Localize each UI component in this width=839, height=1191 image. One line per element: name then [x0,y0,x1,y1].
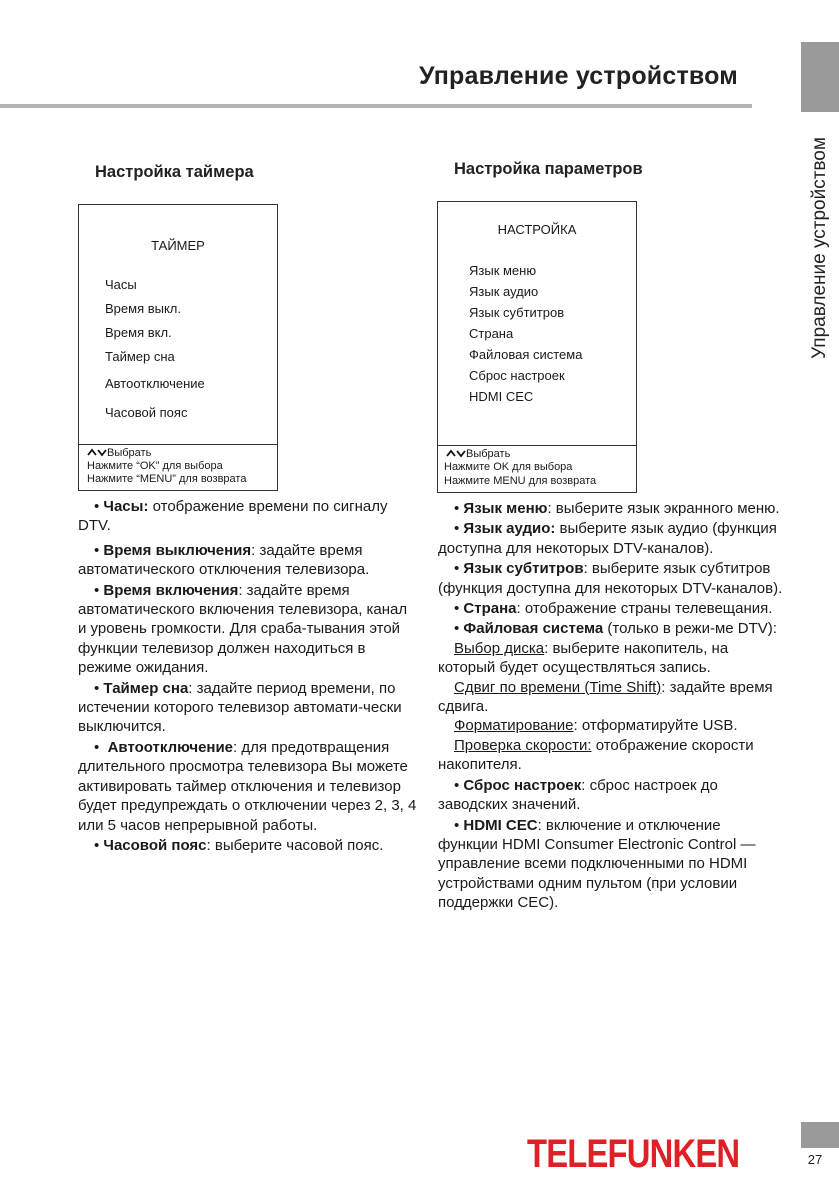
desc-menu-language: • Язык меню: выберите язык экранного меню. [454,500,780,517]
desc-reset: • Сброс настроек: сброс настроек до заводских значений. [438,776,718,814]
timer-menu-hint-select-text: Выбрать [107,447,152,459]
timer-menu-hint-select [87,447,151,460]
desc-off-time: • Время выключения: задайте время автоматического отключения телевизора. [78,541,370,579]
desc-text: : выберите язык экранного меню. [547,500,780,517]
desc-term: Сброс настроек [463,776,582,794]
desc-term: Время включения [103,581,239,599]
desc-term: Язык меню [463,500,548,517]
desc-on-time: • Время включения: задайте время автоматического включения телевизора, канал и уровень громкости. Для сраба-тывания этой функции телевизор должен находиться в режиме ожидания. [78,581,408,677]
desc-text: : выберите накопитель, на который будет осуществляться запись. [438,639,729,677]
desc-sleep-timer: • Таймер сна: задайте период времени, по истечении которого телевизор автомати-чески выключится. [78,679,402,736]
brand-logo: TELEFUNKEN [527,1132,740,1176]
desc-time-zone: • Часовой пояс: выберите часовой пояс. [94,836,384,854]
desc-text: : выберите часовой пояс. [206,836,384,854]
desc-text: (только в режи-ме DTV): [603,620,777,638]
desc-country: • Страна: отображение страны телевещания. [454,600,773,618]
settings-menu-item-file-system[interactable]: Файловая система [469,347,583,362]
desc-time-shift [438,678,784,717]
desc-text: : отображение страны телевещания. [516,600,773,618]
desc-text: : для предотвращения длительного просмотра телевизора Вы можете активировать таймер отключения и телевизор будет предупреждать о отключении через 2, 3, 4 или 5 часов непрерывной работы. [78,738,417,834]
settings-menu-item-reset[interactable]: Сброс настроек [469,368,565,383]
timer-section-heading: Настройка таймера [95,163,254,181]
desc-subterm: Форматирование [454,717,574,735]
desc-term: Язык аудио: [463,520,556,538]
desc-text: : включение и отключение функции HDMI Consumer Electronic Control — управление всеми подключенными по HDMI устройствами одним пультом (при условии поддержки CEC). [438,816,756,912]
side-section-label-text: Управление устройством [809,137,830,359]
desc-term: Часовой пояс [103,836,207,854]
timer-menu-item-on-time[interactable]: Время вкл. [105,325,172,340]
desc-auto-off: • Автоотключение: для предотвращения длительного просмотра телевизора Вы можете активировать таймер отключения и телевизор будет предупреждать о отключении через 2, 3, 4 или 5 часов непрерывной работы. [78,738,417,834]
timer-menu-item-time-zone[interactable]: Часовой пояс [105,405,188,420]
timer-menu-hint-menu: Нажмите “MENU” для возврата [87,473,247,485]
desc-term: Страна [463,600,517,618]
desc-text: : сброс настроек до заводских значений. [438,776,718,814]
desc-clock: • Часы: отображение времени по сигналу DTV. [78,498,388,535]
desc-text: : задайте время автоматического включения телевизора, канал и уровень громкости. Для сраба-тывания этой функции телевизор должен находиться в режиме ожидания. [78,581,408,677]
desc-text: : задайте время сдвига. [438,678,773,716]
settings-menu-item-hdmi-cec[interactable]: HDMI CEC [469,389,534,404]
desc-text: : задайте период времени, по истечении которого телевизор автомати-чески выключится. [78,679,402,736]
timer-menu-item-auto-off[interactable]: Автоотключение [105,376,205,391]
settings-menu-divider [438,445,636,446]
desc-term: Часы: [103,498,149,515]
desc-select-disk [438,639,784,678]
desc-term: Время выключения [103,541,252,559]
desc-term: Файловая система [463,620,604,638]
settings-menu-box [437,201,637,493]
settings-menu-item-subtitle-language[interactable]: Язык субтитров [469,305,565,320]
desc-speed-check [438,736,784,775]
settings-menu-title: НАСТРОЙКА [497,222,577,237]
title-rule [0,104,752,108]
page-number-tab [801,1122,839,1148]
up-down-arrows-icon [446,449,466,458]
page-number: 27 [807,1152,823,1167]
desc-term: HDMI CEC [463,816,538,834]
timer-descriptions [78,497,418,856]
timer-menu-divider [79,444,277,445]
desc-text: отображение скорости накопителя. [438,736,754,774]
settings-menu-hint-ok: Нажмите OK для выбора [444,461,573,473]
desc-text: : задайте время автоматического отключения телевизора. [78,541,370,579]
desc-subterm: Сдвиг по времени (Time Shift) [454,678,662,696]
desc-text: : выберите язык субтитров (функция доступна для некоторых DTV-каналов). [438,560,783,597]
desc-term: Автоотключение [107,738,234,756]
side-tab-marker [801,42,839,112]
desc-term: Таймер сна [103,679,189,697]
timer-menu-item-clock[interactable]: Часы [105,277,137,292]
settings-menu-item-menu-language[interactable]: Язык меню [469,263,537,278]
timer-menu-item-sleep-timer[interactable]: Таймер сна [105,349,175,364]
desc-file-system: • Файловая система (только в режи-ме DTV): [454,620,777,638]
page-title: Управление устройством [418,62,738,90]
settings-menu-hint-menu: Нажмите MENU для возврата [444,475,597,487]
desc-subtitle-language: • Язык субтитров: выберите язык субтитров (функция доступна для некоторых DTV-каналов). [438,560,783,597]
settings-menu-item-country[interactable]: Страна [469,326,514,341]
settings-menu-hint-select-text: Выбрать [466,448,511,460]
desc-text: : отформатируйте USB. [573,717,738,735]
desc-text: отображение времени по сигналу DTV. [78,498,388,535]
desc-hdmi-cec: • HDMI CEC: включение и отключение функции HDMI Consumer Electronic Control — управление всеми подключенными по HDMI устройствами одним пультом (при условии поддержки CEC). [438,816,756,912]
desc-audio-language: • Язык аудио: выберите язык аудио (функция доступна для некоторых DTV-каналов). [438,520,777,557]
timer-menu-title: ТАЙМЕР [151,238,205,253]
settings-descriptions [438,499,784,914]
desc-text: выберите язык аудио (функция доступна для некоторых DTV-каналов). [438,520,777,557]
settings-section-heading: Настройка параметров [454,160,643,178]
desc-format [438,716,784,735]
settings-menu-item-audio-language[interactable]: Язык аудио [469,284,539,299]
up-down-arrows-icon [87,448,107,457]
settings-menu-hint-select [446,448,510,461]
timer-menu-item-off-time[interactable]: Время выкл. [105,301,182,316]
timer-menu-hint-ok: Нажмите “OK” для выбора [87,460,223,472]
timer-menu-box [78,204,278,491]
desc-subterm: Выбор диска [454,639,545,657]
desc-term: Язык субтитров [463,560,584,578]
desc-subterm: Проверка скорости: [454,736,592,754]
